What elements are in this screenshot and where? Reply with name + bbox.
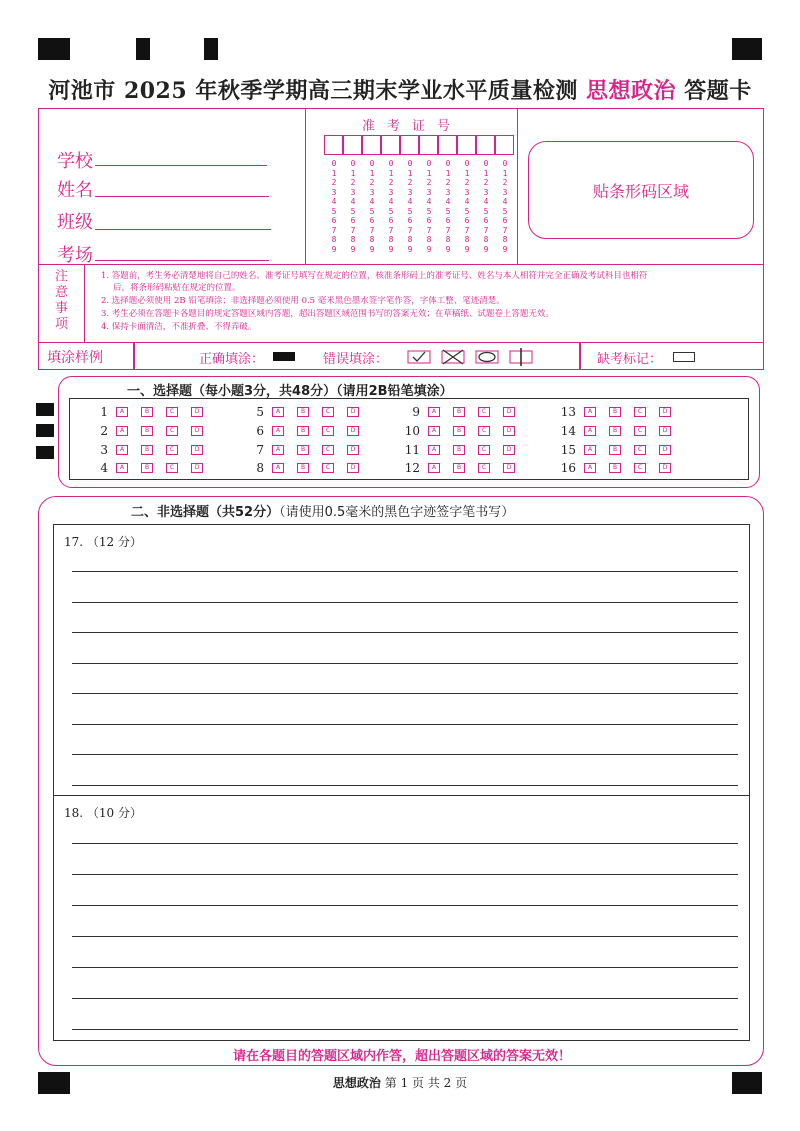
digit-bubble[interactable]: 0: [445, 159, 451, 168]
answer-bubble[interactable]: D: [503, 445, 515, 455]
question-number: 2: [100, 424, 108, 438]
answer-line: [72, 724, 738, 725]
digit-bubble[interactable]: 2: [350, 178, 356, 187]
digit-bubble[interactable]: 9: [350, 244, 356, 254]
name-field[interactable]: [95, 196, 269, 197]
digit-bubble[interactable]: 2: [388, 178, 394, 187]
question-number: 12: [404, 461, 420, 475]
exam-number-cell[interactable]: [400, 135, 419, 155]
registration-mark-side-1: [36, 403, 54, 416]
digit-bubble[interactable]: 3: [407, 187, 413, 197]
digit-bubble[interactable]: 9: [331, 244, 337, 254]
fill-example-row: [39, 342, 763, 369]
answer-bubble[interactable]: D: [347, 463, 359, 473]
digit-bubble[interactable]: 7: [502, 225, 508, 235]
digit-bubble[interactable]: 6: [464, 216, 470, 225]
class-label: 班级: [57, 212, 93, 233]
digit-bubble[interactable]: 1: [407, 168, 413, 178]
exam-number-cell[interactable]: [495, 135, 514, 155]
exam-number-title: 准考证号: [361, 119, 462, 134]
answer-line: [72, 602, 738, 603]
answer-line: [72, 967, 738, 968]
correct-fill-sample: [273, 352, 295, 361]
registration-mark-side-3: [36, 446, 54, 459]
fill-example-label: 填涂样例: [47, 350, 103, 366]
digit-bubble[interactable]: 4: [426, 197, 432, 206]
answer-line: [72, 571, 738, 572]
section2-title-main: 二、非选择题（共52分）: [131, 505, 280, 520]
digit-bubble[interactable]: 5: [464, 206, 470, 216]
digit-bubble[interactable]: 8: [464, 235, 470, 244]
exam-number-column[interactable]: [422, 159, 436, 254]
answer-bubble[interactable]: D: [503, 463, 515, 473]
digit-bubble[interactable]: 6: [350, 216, 356, 225]
answer-bubble[interactable]: B: [297, 463, 309, 473]
exam-number-column[interactable]: [403, 159, 417, 254]
digit-bubble[interactable]: 2: [407, 178, 413, 187]
answer-line: [72, 936, 738, 937]
exam-number-column[interactable]: [441, 159, 455, 254]
question-number: 15: [560, 443, 576, 457]
answer-bubble[interactable]: C: [166, 407, 178, 417]
exam-number-cell[interactable]: [419, 135, 438, 155]
digit-bubble[interactable]: 3: [483, 187, 489, 197]
multiple-choice-section: [58, 376, 760, 488]
question-number: 1: [100, 405, 108, 419]
digit-bubble[interactable]: 1: [388, 168, 394, 178]
question-18-answer-area[interactable]: [53, 796, 750, 1041]
question-number: 8: [256, 461, 264, 475]
answer-bubble[interactable]: C: [478, 445, 490, 455]
question-number: 7: [256, 443, 264, 457]
digit-bubble[interactable]: 4: [464, 197, 470, 206]
digit-bubble[interactable]: 9: [445, 244, 451, 254]
digit-bubble[interactable]: 7: [407, 225, 413, 235]
digit-bubble[interactable]: 5: [407, 206, 413, 216]
digit-bubble[interactable]: 4: [445, 197, 451, 206]
exam-number-cell[interactable]: [343, 135, 362, 155]
answer-bubble[interactable]: A: [428, 463, 440, 473]
question-number: 5: [256, 405, 264, 419]
digit-bubble[interactable]: 4: [502, 197, 508, 206]
digit-bubble[interactable]: 7: [350, 225, 356, 235]
class-field[interactable]: [95, 229, 271, 230]
answer-bubble[interactable]: C: [634, 445, 646, 455]
digit-bubble[interactable]: 1: [483, 168, 489, 178]
answer-bubble[interactable]: A: [272, 407, 284, 417]
answer-line: [72, 1029, 738, 1030]
divider: [579, 343, 581, 369]
answer-line: [72, 905, 738, 906]
question-number: 4: [100, 461, 108, 475]
question-number: 9: [412, 405, 420, 419]
digit-bubble[interactable]: 3: [464, 187, 470, 197]
digit-bubble[interactable]: 6: [483, 216, 489, 225]
exam-number-cell[interactable]: [362, 135, 381, 155]
digit-bubble[interactable]: 9: [369, 244, 375, 254]
answer-bubble[interactable]: D: [659, 407, 671, 417]
digit-bubble[interactable]: 1: [502, 168, 508, 178]
digit-bubble[interactable]: 0: [388, 159, 394, 168]
wrong-fill-samples: [407, 348, 535, 366]
digit-bubble[interactable]: 0: [407, 159, 413, 168]
digit-bubble[interactable]: 6: [407, 216, 413, 225]
answer-line: [72, 632, 738, 633]
answer-bubble[interactable]: C: [478, 426, 490, 436]
exam-number-cell[interactable]: [438, 135, 457, 155]
section2-title-note: （请使用0.5毫米的黑色字迹签字笔书写）: [279, 505, 515, 520]
answer-bubble[interactable]: B: [141, 445, 153, 455]
answer-bubble[interactable]: D: [347, 426, 359, 436]
question-number: 14: [560, 424, 576, 438]
note-item: 1. 答题前，考生务必清楚地将自己的姓名、准考证号填写在规定的位置，核准条形码上的准考证号、姓名与本人相符并完全正确及考试科目也相符: [101, 271, 648, 281]
digit-bubble[interactable]: 4: [407, 197, 413, 206]
name-label: 姓名: [57, 180, 93, 201]
room-field[interactable]: [95, 260, 269, 261]
note-item: 2. 选择题必须使用 2B 铅笔填涂；非选择题必须使用 0.5 毫米黑色墨水签字笔作答，字体工整、笔迹清楚。: [101, 296, 505, 306]
room-label: 考场: [57, 245, 93, 266]
digit-bubble[interactable]: 8: [483, 235, 489, 244]
section1-title: 一、选择题（每小题3分，共48分）（请用2B铅笔填涂）: [127, 384, 453, 399]
school-field[interactable]: [95, 165, 267, 166]
title-main: 河池市 2025 年秋季学期高三期末学业水平质量检测: [48, 78, 578, 104]
barcode-section: [517, 109, 763, 264]
digit-bubble[interactable]: 8: [426, 235, 432, 244]
answer-bubble[interactable]: B: [141, 426, 153, 436]
info-box: [38, 108, 764, 370]
answer-bubble[interactable]: C: [322, 426, 334, 436]
answer-bubble[interactable]: A: [116, 445, 128, 455]
answer-line: [72, 874, 738, 875]
digit-bubble[interactable]: 2: [369, 178, 375, 187]
answer-bubble[interactable]: D: [659, 463, 671, 473]
answer-bubble[interactable]: B: [453, 407, 465, 417]
answer-line: [72, 693, 738, 694]
answer-bubble-grid: [69, 398, 749, 480]
digit-bubble[interactable]: 7: [331, 225, 337, 235]
notes-heading-char: 项: [54, 317, 68, 332]
question-number: 11: [404, 443, 420, 457]
exam-number-cell[interactable]: [457, 135, 476, 155]
digit-bubble[interactable]: 7: [388, 225, 394, 235]
answer-bubble[interactable]: B: [609, 445, 621, 455]
answer-bubble[interactable]: C: [166, 463, 178, 473]
digit-bubble[interactable]: 0: [426, 159, 432, 168]
exam-number-column[interactable]: [384, 159, 398, 254]
title-subject: 思想政治: [586, 78, 677, 104]
answer-bubble[interactable]: C: [166, 426, 178, 436]
answer-bubble[interactable]: B: [141, 407, 153, 417]
digit-bubble[interactable]: 2: [464, 178, 470, 187]
answer-bubble[interactable]: C: [634, 407, 646, 417]
digit-bubble[interactable]: 3: [502, 187, 508, 197]
digit-bubble[interactable]: 4: [369, 197, 375, 206]
answer-bubble[interactable]: D: [191, 426, 203, 436]
digit-bubble[interactable]: 5: [369, 206, 375, 216]
exam-number-column[interactable]: [498, 159, 512, 254]
digit-bubble[interactable]: 5: [502, 206, 508, 216]
digit-bubble[interactable]: 1: [426, 168, 432, 178]
answer-bubble[interactable]: C: [634, 463, 646, 473]
answer-bubble[interactable]: C: [478, 407, 490, 417]
digit-bubble[interactable]: 8: [445, 235, 451, 244]
digit-bubble[interactable]: 4: [388, 197, 394, 206]
digit-bubble[interactable]: 5: [426, 206, 432, 216]
answer-bubble[interactable]: C: [478, 463, 490, 473]
digit-bubble[interactable]: 8: [369, 235, 375, 244]
digit-bubble[interactable]: 8: [407, 235, 413, 244]
note-item: 3. 考生必须在答题卡各题目的规定答题区域内答题，超出答题区域范围书写的答案无效；在草稿纸、试题卷上答题无效。: [101, 309, 554, 319]
notes-section: [39, 264, 763, 342]
registration-mark-top-2: [136, 38, 150, 60]
registration-mark-top-right: [732, 38, 762, 60]
digit-bubble[interactable]: 1: [369, 168, 375, 178]
digit-bubble[interactable]: 9: [388, 244, 394, 254]
digit-bubble[interactable]: 7: [464, 225, 470, 235]
digit-bubble[interactable]: 3: [350, 187, 356, 197]
exam-number-column[interactable]: [460, 159, 474, 254]
question-17-answer-area[interactable]: [53, 524, 750, 796]
answer-bubble[interactable]: B: [609, 426, 621, 436]
question-17-label: 17. （12 分）: [64, 535, 142, 549]
digit-bubble[interactable]: 8: [502, 235, 508, 244]
answer-bubble[interactable]: C: [322, 463, 334, 473]
answer-bubble[interactable]: D: [659, 445, 671, 455]
digit-bubble[interactable]: 2: [331, 178, 337, 187]
answer-bubble[interactable]: B: [297, 407, 309, 417]
answer-bubble[interactable]: C: [322, 445, 334, 455]
answer-bubble[interactable]: D: [347, 445, 359, 455]
digit-bubble[interactable]: 2: [426, 178, 432, 187]
section2-title: [131, 501, 514, 520]
digit-bubble[interactable]: 0: [502, 159, 508, 168]
exam-number-cell[interactable]: [324, 135, 343, 155]
answer-bubble[interactable]: A: [116, 426, 128, 436]
answer-bubble[interactable]: B: [297, 445, 309, 455]
digit-bubble[interactable]: 8: [350, 235, 356, 244]
notes-heading-char: 事: [54, 301, 68, 316]
school-label: 学校: [57, 151, 93, 172]
digit-bubble[interactable]: 9: [483, 244, 489, 254]
digit-bubble[interactable]: 0: [464, 159, 470, 168]
exam-number-cell[interactable]: [381, 135, 400, 155]
exam-number-column[interactable]: [479, 159, 493, 254]
footer-subject: 思想政治: [332, 1076, 381, 1090]
answer-bubble[interactable]: B: [141, 463, 153, 473]
page-footer: [0, 1074, 800, 1091]
answer-bubble[interactable]: A: [272, 445, 284, 455]
answer-bubble[interactable]: A: [428, 445, 440, 455]
answer-bubble[interactable]: B: [453, 463, 465, 473]
digit-bubble[interactable]: 0: [369, 159, 375, 168]
question-number: 10: [404, 424, 420, 438]
digit-bubble[interactable]: 5: [445, 206, 451, 216]
exam-number-column[interactable]: [327, 159, 341, 254]
digit-bubble[interactable]: 6: [388, 216, 394, 225]
digit-bubble[interactable]: 9: [426, 244, 432, 254]
digit-bubble[interactable]: 9: [464, 244, 470, 254]
answer-bubble[interactable]: B: [453, 426, 465, 436]
exam-number-column[interactable]: [346, 159, 360, 254]
digit-bubble[interactable]: 1: [445, 168, 451, 178]
answer-bubble[interactable]: A: [584, 445, 596, 455]
digit-bubble[interactable]: 2: [483, 178, 489, 187]
answer-bubble[interactable]: A: [584, 426, 596, 436]
digit-bubble[interactable]: 8: [331, 235, 337, 244]
answer-line: [72, 754, 738, 755]
question-18-label: 18. （10 分）: [64, 806, 142, 820]
answer-bubble[interactable]: A: [116, 463, 128, 473]
digit-bubble[interactable]: 0: [483, 159, 489, 168]
note-item: 后，将条形码粘贴在规定的位置。: [113, 283, 241, 293]
answer-bubble[interactable]: C: [322, 407, 334, 417]
answer-bubble[interactable]: B: [609, 463, 621, 473]
digit-bubble[interactable]: 9: [407, 244, 413, 254]
answer-line: [72, 843, 738, 844]
notes-heading: [39, 265, 85, 342]
question-number: 3: [100, 443, 108, 457]
answer-bubble[interactable]: D: [503, 426, 515, 436]
digit-bubble[interactable]: 5: [388, 206, 394, 216]
correct-fill-label: 正确填涂：: [199, 352, 265, 367]
note-item: 4. 保持卡面清洁，不准折叠、不得弄破。: [101, 322, 257, 332]
notes-heading-char: 注: [54, 269, 68, 284]
answer-bubble[interactable]: D: [191, 463, 203, 473]
digit-bubble[interactable]: 8: [388, 235, 394, 244]
answer-bubble[interactable]: B: [297, 426, 309, 436]
answer-bubble[interactable]: D: [347, 407, 359, 417]
footer-page: 第 1 页 共 2 页: [384, 1076, 468, 1090]
absent-mark-label: 缺考标记：: [597, 352, 663, 367]
digit-bubble[interactable]: 6: [502, 216, 508, 225]
answer-bubble[interactable]: B: [453, 445, 465, 455]
digit-bubble[interactable]: 6: [331, 216, 337, 225]
answer-bubble[interactable]: B: [609, 407, 621, 417]
exam-number-grid: [305, 109, 517, 264]
title-suffix: 答题卡: [684, 78, 752, 104]
digit-bubble[interactable]: 7: [483, 225, 489, 235]
digit-bubble[interactable]: 7: [426, 225, 432, 235]
answer-line: [72, 998, 738, 999]
absent-mark-box[interactable]: [673, 352, 695, 362]
digit-bubble[interactable]: 6: [369, 216, 375, 225]
free-response-section: [38, 496, 764, 1066]
answer-bubble[interactable]: C: [166, 445, 178, 455]
digit-bubble[interactable]: 7: [369, 225, 375, 235]
answer-bubble[interactable]: D: [503, 407, 515, 417]
question-number: 6: [256, 424, 264, 438]
divider: [133, 343, 135, 369]
answer-bubble[interactable]: A: [584, 463, 596, 473]
digit-bubble[interactable]: 5: [483, 206, 489, 216]
digit-bubble[interactable]: 1: [331, 168, 337, 178]
question-number: 16: [560, 461, 576, 475]
answer-bubble[interactable]: A: [272, 463, 284, 473]
answer-bubble[interactable]: A: [272, 426, 284, 436]
answer-bubble[interactable]: D: [191, 407, 203, 417]
digit-bubble[interactable]: 6: [426, 216, 432, 225]
digit-bubble[interactable]: 3: [331, 187, 337, 197]
question-number: 13: [560, 405, 576, 419]
digit-bubble[interactable]: 2: [445, 178, 451, 187]
answer-line: [72, 663, 738, 664]
digit-bubble[interactable]: 4: [483, 197, 489, 206]
wrong-fill-label: 错误填涂：: [323, 352, 389, 367]
answer-bubble[interactable]: D: [191, 445, 203, 455]
answer-bubble[interactable]: A: [584, 407, 596, 417]
digit-bubble[interactable]: 2: [502, 178, 508, 187]
digit-bubble[interactable]: 4: [331, 197, 337, 206]
digit-bubble[interactable]: 1: [350, 168, 356, 178]
digit-bubble[interactable]: 3: [426, 187, 432, 197]
digit-bubble[interactable]: 5: [350, 206, 356, 216]
digit-bubble[interactable]: 5: [331, 206, 337, 216]
exam-number-column[interactable]: [365, 159, 379, 254]
notes-heading-char: 意: [54, 285, 68, 300]
digit-bubble[interactable]: 6: [445, 216, 451, 225]
digit-bubble[interactable]: 0: [350, 159, 356, 168]
digit-bubble[interactable]: 7: [445, 225, 451, 235]
exam-number-cell[interactable]: [476, 135, 495, 155]
registration-mark-top-left: [38, 38, 70, 60]
digit-bubble[interactable]: 3: [369, 187, 375, 197]
answer-area-warning: 请在各题目的答题区域内作答，超出答题区域的答案无效！: [232, 1049, 571, 1064]
answer-bubble[interactable]: A: [116, 407, 128, 417]
answer-bubble[interactable]: A: [428, 426, 440, 436]
digit-bubble[interactable]: 1: [464, 168, 470, 178]
digit-bubble[interactable]: 3: [445, 187, 451, 197]
answer-line: [72, 785, 738, 786]
registration-mark-side-2: [36, 424, 54, 437]
digit-bubble[interactable]: 4: [350, 197, 356, 206]
registration-mark-top-3: [204, 38, 218, 60]
page-title: [0, 74, 800, 105]
answer-bubble[interactable]: A: [428, 407, 440, 417]
answer-bubble[interactable]: D: [659, 426, 671, 436]
digit-bubble[interactable]: 0: [331, 159, 337, 168]
digit-bubble[interactable]: 9: [502, 244, 508, 254]
answer-bubble[interactable]: C: [634, 426, 646, 436]
barcode-area: 贴条形码区域: [528, 141, 754, 239]
digit-bubble[interactable]: 3: [388, 187, 394, 197]
